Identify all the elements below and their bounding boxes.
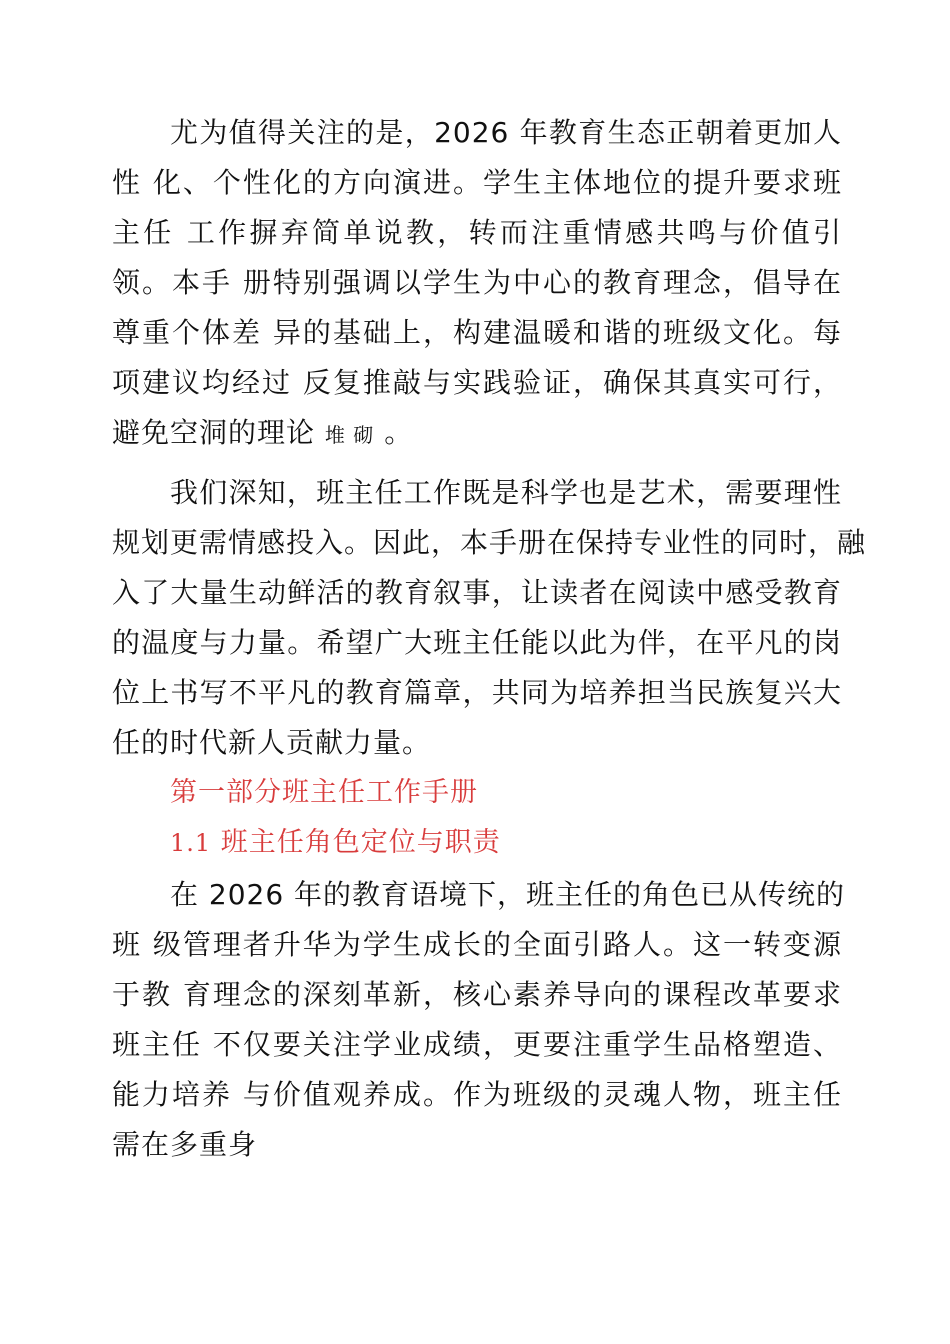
paragraph-1-line-7 — [112, 408, 842, 458]
paragraph-3-line-6: 需在多重身 — [112, 1128, 258, 1161]
paragraph-3-line-4: 班主任 不仅要关注学业成绩，更要注重学生品格塑造、 — [112, 1028, 842, 1061]
heading-section — [112, 818, 842, 868]
section-headings — [112, 768, 842, 868]
paragraph-2-line-2: 规划更需情感投入。因此，本手册在保持专业性的同时，融 — [112, 526, 867, 559]
heading-section-number: 1.1 — [170, 829, 212, 857]
paragraph-1-line-7-main: 避免空洞的理论 — [112, 416, 316, 449]
paragraph-1-line-7-end: 。 — [384, 416, 414, 449]
paragraph-2-line-1: 我们深知，班主任工作既是科学也是艺术，需要理性 — [170, 476, 842, 509]
paragraph-3-line-2: 班 级管理者升华为学生成长的全面引路人。这一转变源 — [112, 928, 842, 961]
paragraph-1-line-2: 性 化、个性化的方向演进。学生主体地位的提升要求班 — [112, 166, 842, 199]
paragraph-1-line-4: 领。本手 册特别强调以学生为中心的教育理念，倡导在 — [112, 266, 842, 299]
paragraph-2-line-4: 的温度与力量。希望广大班主任能以此为伴，在平凡的岗 — [112, 626, 842, 659]
paragraph-3-line-3: 于教 育理念的深刻革新，核心素养导向的课程改革要求 — [112, 978, 842, 1011]
heading-part: 第一部分班主任工作手册 — [170, 777, 478, 808]
paragraph-1 — [112, 108, 842, 458]
paragraph-2-line-5: 位上书写不平凡的教育篇章，共同为培养担当民族复兴大 — [112, 676, 842, 709]
paragraph-2 — [112, 468, 867, 768]
paragraph-2-line-3: 入了大量生动鲜活的教育叙事，让读者在阅读中感受教育 — [112, 576, 842, 609]
paragraph-2-line-6: 任的时代新人贡献力量。 — [112, 726, 432, 759]
paragraph-3-line-5: 能力培养 与价值观养成。作为班级的灵魂人物，班主任 — [112, 1078, 842, 1111]
paragraph-1-line-7-small: 堆 砌 — [324, 423, 375, 447]
paragraph-1-line-3: 主任 工作摒弃简单说教，转而注重情感共鸣与价值引 — [112, 216, 842, 249]
paragraph-3 — [112, 870, 846, 1170]
heading-section-title: 班主任角色定位与职责 — [220, 827, 501, 858]
paragraph-3-line-1: 在 2026 年的教育语境下，班主任的角色已从传统的 — [170, 878, 846, 911]
paragraph-1-line-6: 项建议均经过 反复推敲与实践验证，确保其真实可行， — [112, 366, 842, 399]
paragraph-1-line-1: 尤为值得关注的是，2026 年教育生态正朝着更加人 — [170, 116, 842, 149]
paragraph-1-line-5: 尊重个体差 异的基础上，构建温暖和谐的班级文化。每 — [112, 316, 842, 349]
